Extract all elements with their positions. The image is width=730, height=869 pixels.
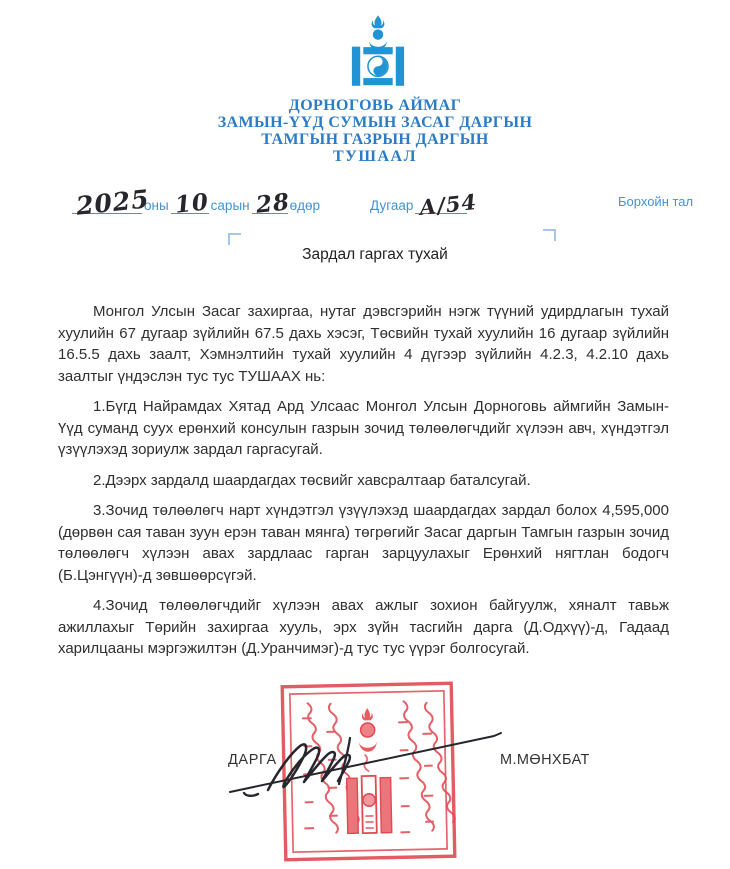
date-fields bbox=[72, 182, 322, 221]
dateline bbox=[0, 182, 730, 222]
signer-title-label: ДАРГА bbox=[228, 752, 277, 768]
title-corner-mark-left bbox=[228, 233, 241, 245]
soyombo-emblem-icon bbox=[349, 14, 407, 88]
clause-paragraph-3: 3.Зочид төлөөлөгч нарт хүндэтгэл үзүүлэхэд шаардагдах зардал болох 4,595,000 (дөрвөн сая таван зуун ерэн таван мянга) төгрөгийг Засаг даргын Тамгын газрын зочид төлөөлөгч хүлээн авах зардлаас гарган зарцуулахыг Ерөнхий нягтлан бодогч (Б.Цэнгүүн)-д зөвшөөрсүгэй. bbox=[58, 502, 669, 584]
handwritten-year: 2025 bbox=[74, 184, 151, 221]
handwritten-month: 10 bbox=[173, 188, 211, 219]
signer-name: М.МӨНХБАТ bbox=[500, 752, 590, 768]
month-label: сарын bbox=[210, 198, 250, 213]
month-blank bbox=[171, 187, 211, 219]
document-body bbox=[58, 301, 669, 669]
org-header bbox=[20, 97, 730, 165]
handwritten-number: А/54 bbox=[418, 189, 479, 220]
org-name-line3: ТАМГЫН ГАЗРЫН ДАРГЫН bbox=[261, 131, 489, 148]
document-type-label: ТУШААЛ bbox=[332, 148, 417, 165]
year-label: оны bbox=[144, 198, 169, 213]
clause-paragraph-1: 1.Бүгд Найрамдах Хятад Ард Улсаас Монгол Улсын Дорноговь аймгийн Замын-Үүд суманд суух ерөнхий консулын газрын зочид төлөөлөгчдийг хүлээн авч, хүндэтгэл үзүүлэхэд зориулж зардал гаргасугай. bbox=[58, 398, 669, 458]
org-name-line2: ЗАМЫН-ҮҮД СУМЫН ЗАСАГ ДАРГЫН bbox=[217, 114, 533, 131]
document-number-field bbox=[368, 186, 479, 220]
title-corner-mark-right bbox=[543, 229, 556, 241]
org-name-line1: ДОРНОГОВЬ АЙМАГ bbox=[288, 97, 462, 114]
year-blank bbox=[72, 184, 151, 221]
day-label: өдөр bbox=[289, 198, 321, 213]
place-label: Борхойн тал bbox=[618, 194, 694, 209]
number-label: Дугаар bbox=[370, 198, 414, 213]
preamble-paragraph: Монгол Улсын Засаг захиргаа, нутаг дэвсгэрийн нэгж түүний удирдлагын тухай хуулийн 67 дугаар зүйлийн 67.5 дахь хэсэг, Төсвийн тухай хуулийн 16 дугаар зүйлийн 16.5.5 дахь заалт, Хэмнэлтийн тухай хуулийн 4 дүгээр зүйлийн 4.2.3, 4.2.10 дахь заалтыг үндэслэн тус тус ТУШААХ нь: bbox=[58, 303, 669, 385]
day-blank bbox=[252, 187, 291, 219]
number-blank bbox=[415, 187, 479, 220]
handwritten-day: 28 bbox=[254, 188, 291, 219]
clause-paragraph-4: 4.Зочид төлөөлөгчдийг хүлээн авах ажлыг зохион байгуулж, хяналт тавьж ажиллахыг Төрийн захиргаа хууль, эрх зүйн тасгийн дарга (Д.Одхүү)-д, Гадаад харилцааны мэргэжилтэн (Д.Уранчимэг)-д тус тус үүрэг болгосугай. bbox=[58, 597, 669, 657]
clause-paragraph-2: 2.Дээрх зардалд шаардагдах төсвийг хавсралтаар баталсугай. bbox=[93, 471, 531, 489]
document-title: Зардал гаргах тухай bbox=[302, 246, 448, 263]
